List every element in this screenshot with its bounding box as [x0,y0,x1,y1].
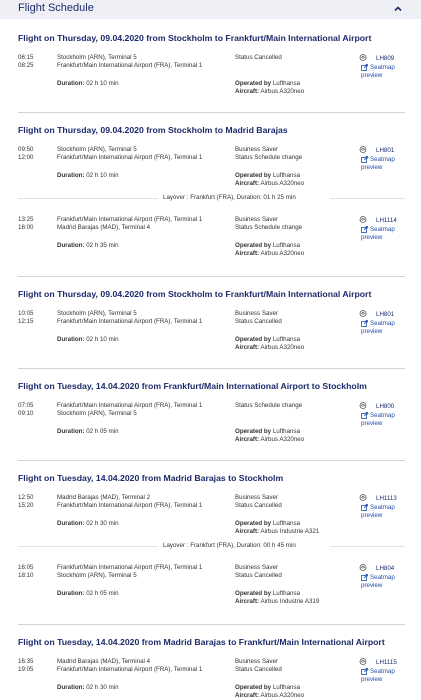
aircraft-type: Airbus A320neo [260,180,305,187]
aircraft-type: Airbus A320neo [260,250,305,257]
seatmap-link[interactable]: Seatmap [370,574,395,581]
duration-value: 02 h 10 min [86,172,119,179]
fare-status: Business Saver [235,216,278,223]
duration [57,428,119,436]
layover-line-right [330,546,405,547]
aircraft-type: Airbus A320neo [260,88,305,95]
trip-title: Flight on Tuesday, 14.04.2020 from Madrid Barajas to Stockholm [18,473,284,483]
airline-logo-icon [358,564,368,571]
duration [57,336,119,344]
seatmap-preview-link[interactable]: preview [361,328,383,335]
operator-name: Lufthansa [272,590,301,597]
trip-divider [18,276,405,277]
operated-by [235,80,300,88]
external-link-icon[interactable] [361,668,368,675]
layover-text [160,194,299,202]
aircraft [235,598,319,606]
external-link-icon[interactable] [361,504,368,511]
operator-name: Lufthansa [272,520,301,527]
seatmap-preview-link[interactable]: preview [361,512,383,519]
arrival-airport: Frankfurt/Main International Airport (FRA), Terminal 1 [57,62,203,69]
external-link-icon[interactable] [361,320,368,327]
aircraft-type: Airbus A320neo [260,436,305,443]
operator-name: Lufthansa [272,428,301,435]
layover-line-left [18,198,158,199]
external-link-icon[interactable] [361,412,368,419]
operated-by [235,684,300,692]
flight-status: Status Cancelled [235,572,282,579]
layover-detail: : Frankfurt (FRA), Duration: 00 h 45 min [186,542,296,549]
trip-divider [18,624,405,625]
flight-number: LH809 [376,55,395,62]
aircraft-label: Aircraft: [235,250,260,257]
airline-logo-icon [358,146,368,153]
duration [57,242,119,250]
flight-status: Status Cancelled [235,318,282,325]
operated-by [235,428,300,436]
duration-value: 02 h 05 min [86,428,119,435]
seatmap-preview-link[interactable]: preview [361,676,383,683]
aircraft-label: Aircraft: [235,344,260,351]
departure-time: 09:50 [18,146,34,153]
departure-time: 07:05 [18,402,34,409]
operated-by-label: Operated by [235,336,272,343]
seatmap-link[interactable]: Seatmap [370,64,395,71]
arrival-airport: Frankfurt/Main International Airport (FRA), Terminal 1 [57,318,203,325]
aircraft-label: Aircraft: [235,528,260,535]
flight-number: LH1114 [376,217,397,224]
flight-schedule-header[interactable] [0,0,421,19]
operated-by-label: Operated by [235,172,272,179]
operator-name: Lufthansa [272,242,301,249]
aircraft-type: Airbus A320neo [260,692,305,699]
departure-time: 10:05 [18,310,34,317]
flight-status: Status Cancelled [235,502,282,509]
fare-status: Business Saver [235,658,278,665]
seatmap-link[interactable]: Seatmap [370,226,395,233]
aircraft [235,250,304,258]
arrival-airport: Frankfurt/Main International Airport (FRA), Terminal 1 [57,502,203,509]
operated-by-label: Operated by [235,520,272,527]
duration-value: 02 h 30 min [86,520,119,527]
external-link-icon[interactable] [361,156,368,163]
arrival-time: 09:10 [18,410,34,417]
flight-number: LH1113 [376,495,397,502]
operated-by-label: Operated by [235,590,272,597]
fare-status: Business Saver [235,564,278,571]
aircraft-type: Airbus Industrie A319 [260,598,320,605]
airline-logo-icon [358,216,368,223]
arrival-time: 16:00 [18,224,34,231]
duration [57,684,119,692]
duration-label: Duration: [57,80,85,87]
trip-divider [18,460,405,461]
operator-name: Lufthansa [272,172,301,179]
departure-airport: Frankfurt/Main International Airport (FRA), Terminal 1 [57,402,203,409]
departure-time: 16:05 [18,564,34,571]
trip-title: Flight on Thursday, 09.04.2020 from Stockholm to Frankfurt/Main International Airport [18,33,372,43]
aircraft-label: Aircraft: [235,88,260,95]
operated-by-label: Operated by [235,684,272,691]
trip-title: Flight on Tuesday, 14.04.2020 from Madrid Barajas to Frankfurt/Main International Airport [18,637,385,647]
seatmap-preview-link[interactable]: preview [361,72,383,79]
aircraft [235,180,304,188]
operator-name: Lufthansa [272,684,301,691]
flight-number: LH800 [376,403,395,410]
arrival-time: 18:10 [18,572,34,579]
arrival-airport: Stockholm (ARN), Terminal 5 [57,410,137,417]
seatmap-link[interactable]: Seatmap [370,412,395,419]
seatmap-link[interactable]: Seatmap [370,504,395,511]
trip-divider [18,112,405,113]
departure-airport: Stockholm (ARN), Terminal 5 [57,54,137,61]
duration-value: 02 h 35 min [86,242,119,249]
fare-status: Status Cancelled [235,54,282,61]
aircraft-label: Aircraft: [235,692,260,699]
flight-number: LH804 [376,565,395,572]
departure-airport: Stockholm (ARN), Terminal 5 [57,146,137,153]
aircraft [235,436,304,444]
operated-by [235,336,300,344]
flight-status: Status Cancelled [235,666,282,673]
airline-logo-icon [358,54,368,61]
duration-value: 02 h 10 min [86,336,119,343]
trip-title: Flight on Thursday, 09.04.2020 from Stockholm to Madrid Barajas [18,125,288,135]
operated-by [235,520,300,528]
layover-row [0,194,421,203]
fare-status: Business Saver [235,146,278,153]
duration-value: 02 h 30 min [86,684,119,691]
duration-label: Duration: [57,520,85,527]
trip-title: Flight on Tuesday, 14.04.2020 from Frankfurt/Main International Airport to Stockholm [18,381,367,391]
departure-airport: Frankfurt/Main International Airport (FRA), Terminal 1 [57,216,203,223]
arrival-airport: Madrid Barajas (MAD), Terminal 4 [57,224,151,231]
arrival-time: 12:15 [18,318,34,325]
operated-by [235,172,300,180]
duration-label: Duration: [57,590,85,597]
seatmap-preview-link[interactable]: preview [361,164,383,171]
flight-number: LH1115 [376,659,397,666]
departure-time: 16:35 [18,658,34,665]
aircraft-type: Airbus A320neo [260,344,305,351]
trip-title: Flight on Thursday, 09.04.2020 from Stockholm to Frankfurt/Main International Airport [18,289,372,299]
duration-label: Duration: [57,242,85,249]
arrival-time: 19:05 [18,666,34,673]
aircraft-type: Airbus Industrie A321 [260,528,320,535]
departure-airport: Frankfurt/Main International Airport (FRA), Terminal 1 [57,564,203,571]
aircraft [235,528,319,536]
external-link-icon[interactable] [361,64,368,71]
layover-label: Layover [163,194,186,201]
airline-logo-icon [358,494,368,501]
arrival-airport: Frankfurt/Main International Airport (FRA), Terminal 1 [57,666,203,673]
seatmap-link[interactable]: Seatmap [370,156,395,163]
arrival-airport: Frankfurt/Main International Airport (FRA), Terminal 1 [57,154,203,161]
fare-status: Business Saver [235,494,278,501]
duration [57,172,119,180]
operated-by-label: Operated by [235,428,272,435]
operator-name: Lufthansa [272,336,301,343]
operated-by-label: Operated by [235,242,272,249]
flight-status: Status Schedule change [235,224,303,231]
external-link-icon[interactable] [361,226,368,233]
flight-number: LH801 [376,311,395,318]
operated-by [235,242,300,250]
chevron-up-icon[interactable] [392,4,404,14]
arrival-time: 08:25 [18,62,34,69]
external-link-icon[interactable] [361,574,368,581]
arrival-airport: Stockholm (ARN), Terminal 5 [57,572,137,579]
layover-line-left [18,546,158,547]
airline-logo-icon [358,658,368,665]
duration [57,590,119,598]
operated-by [235,590,300,598]
departure-airport: Stockholm (ARN), Terminal 5 [57,310,137,317]
duration-label: Duration: [57,428,85,435]
operator-name: Lufthansa [272,80,301,87]
layover-line-right [330,198,405,199]
layover-text [160,542,299,550]
duration-label: Duration: [57,172,85,179]
page-title: Flight Schedule [18,2,94,14]
layover-label: Layover [163,542,186,549]
duration [57,520,119,528]
layover-detail: : Frankfurt (FRA), Duration: 01 h 25 min [186,194,296,201]
fare-status: Status Schedule change [235,402,303,409]
departure-time: 12:50 [18,494,34,501]
departure-time: 13:25 [18,216,34,223]
layover-row [0,542,421,551]
aircraft-label: Aircraft: [235,436,260,443]
aircraft [235,692,304,700]
seatmap-preview-link[interactable]: preview [361,234,383,241]
duration-value: 02 h 05 min [86,590,119,597]
aircraft-label: Aircraft: [235,598,260,605]
seatmap-preview-link[interactable]: preview [361,582,383,589]
aircraft [235,344,304,352]
fare-status: Business Saver [235,310,278,317]
duration [57,80,119,88]
trip-divider [18,368,405,369]
arrival-time: 15:20 [18,502,34,509]
departure-airport: Madrid Barajas (MAD), Terminal 4 [57,658,151,665]
flight-number: LH801 [376,147,395,154]
aircraft-label: Aircraft: [235,180,260,187]
aircraft [235,88,304,96]
departure-time: 06:15 [18,54,34,61]
departure-airport: Madrid Barajas (MAD), Terminal 2 [57,494,151,501]
operated-by-label: Operated by [235,80,272,87]
airline-logo-icon [358,310,368,317]
duration-label: Duration: [57,336,85,343]
seatmap-preview-link[interactable]: preview [361,420,383,427]
flight-status: Status Schedule change [235,154,303,161]
duration-value: 02 h 10 min [86,80,119,87]
arrival-time: 12:00 [18,154,34,161]
seatmap-link[interactable]: Seatmap [370,668,395,675]
duration-label: Duration: [57,684,85,691]
airline-logo-icon [358,402,368,409]
seatmap-link[interactable]: Seatmap [370,320,395,327]
